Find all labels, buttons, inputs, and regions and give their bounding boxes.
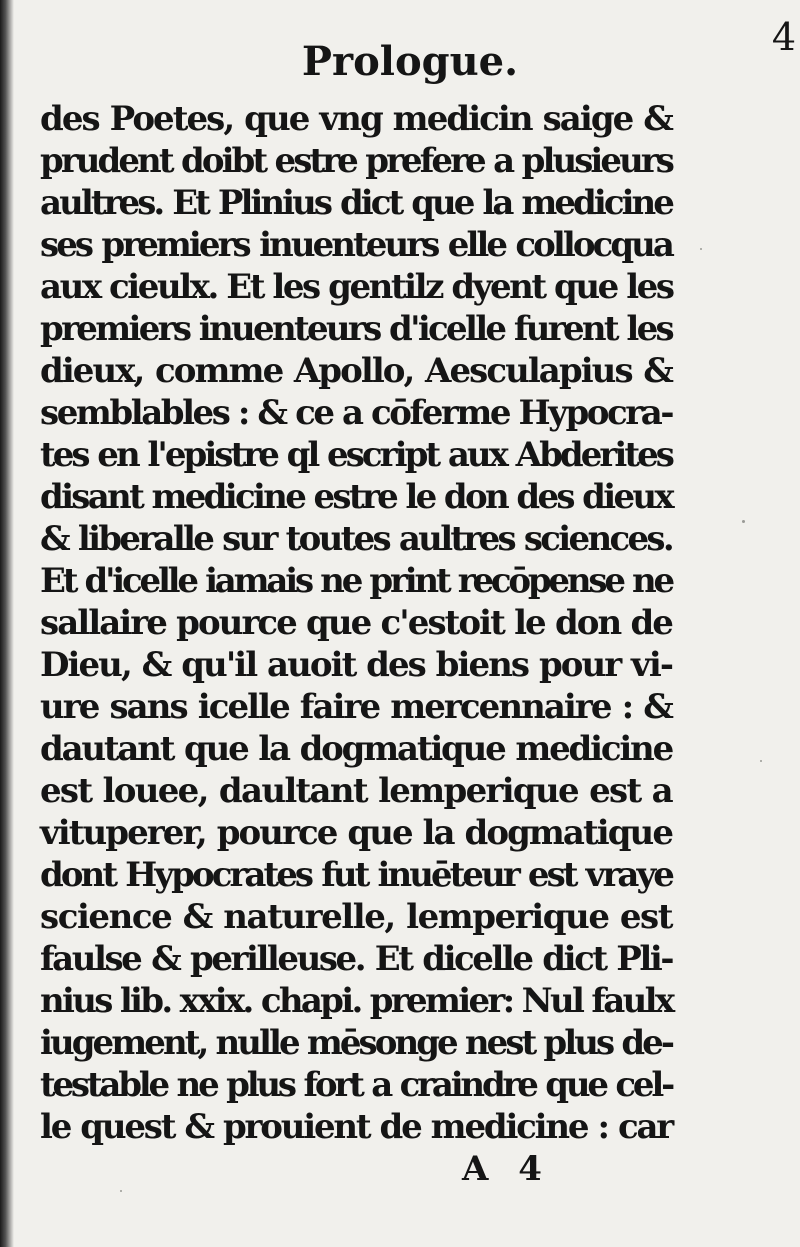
text-line: le quest & prouient de medicine : car <box>40 1107 672 1147</box>
text-line: premiers inuenteurs d'icelle furent les <box>40 309 672 349</box>
text-line: semblables : & ce a cōferme Hypocra- <box>40 393 672 433</box>
body-text <box>40 98 672 1148</box>
running-head: Prologue. <box>301 38 519 85</box>
text-line: prudent doibt estre prefere a plusieurs <box>40 141 672 181</box>
text-line: aux cieulx. Et les gentilz dyent que les <box>40 267 673 307</box>
text-line: testable ne plus fort a craindre que cel- <box>40 1065 672 1105</box>
text-line: dont Hypocrates fut inuēteur est vraye <box>40 855 672 895</box>
gutter-shadow <box>0 0 14 1247</box>
paper-speck <box>120 1190 122 1192</box>
text-line: disant medicine estre le don des dieux <box>40 477 672 517</box>
paper-speck <box>760 760 762 762</box>
text-line: iugement, nulle mēsonge nest plus de- <box>40 1023 672 1063</box>
text-line: nius lib. xxix. chapi. premier: Nul faulx <box>40 981 673 1021</box>
text-line: ure sans icelle faire mercennaire : & <box>40 687 672 727</box>
text-line: vituperer, pource que la dogmatique <box>40 813 672 853</box>
text-line: Et d'icelle iamais ne print recōpense ne <box>40 561 672 601</box>
text-line: & liberalle sur toutes aultres sciences. <box>40 519 672 559</box>
text-line: dieux, comme Apollo, Aesculapius & <box>40 351 672 391</box>
text-line: est louee, daultant lemperique est a <box>40 771 672 811</box>
text-line: Dieu, & qu'il auoit des biens pour vi- <box>40 645 672 685</box>
text-line: ses premiers inuenteurs elle collocqua <box>40 225 672 265</box>
paper-speck <box>700 248 702 250</box>
text-line: science & naturelle, lemperique est <box>40 897 672 937</box>
paper-speck <box>742 520 745 523</box>
folio-number: 4 <box>771 15 796 59</box>
text-line: faulse & perilleuse. Et dicelle dict Pli- <box>40 939 672 979</box>
text-line: aultres. Et Plinius dict que la medicine <box>40 183 672 223</box>
text-line: sallaire pource que c'estoit le don de <box>40 603 672 643</box>
text-line: des Poetes, que vng medicin saige & <box>40 99 672 139</box>
text-line: dautant que la dogmatique medicine <box>40 729 672 769</box>
signature-mark: A 4 <box>462 1149 542 1189</box>
text-line: tes en l'epistre ql escript aux Abderites <box>40 435 672 475</box>
